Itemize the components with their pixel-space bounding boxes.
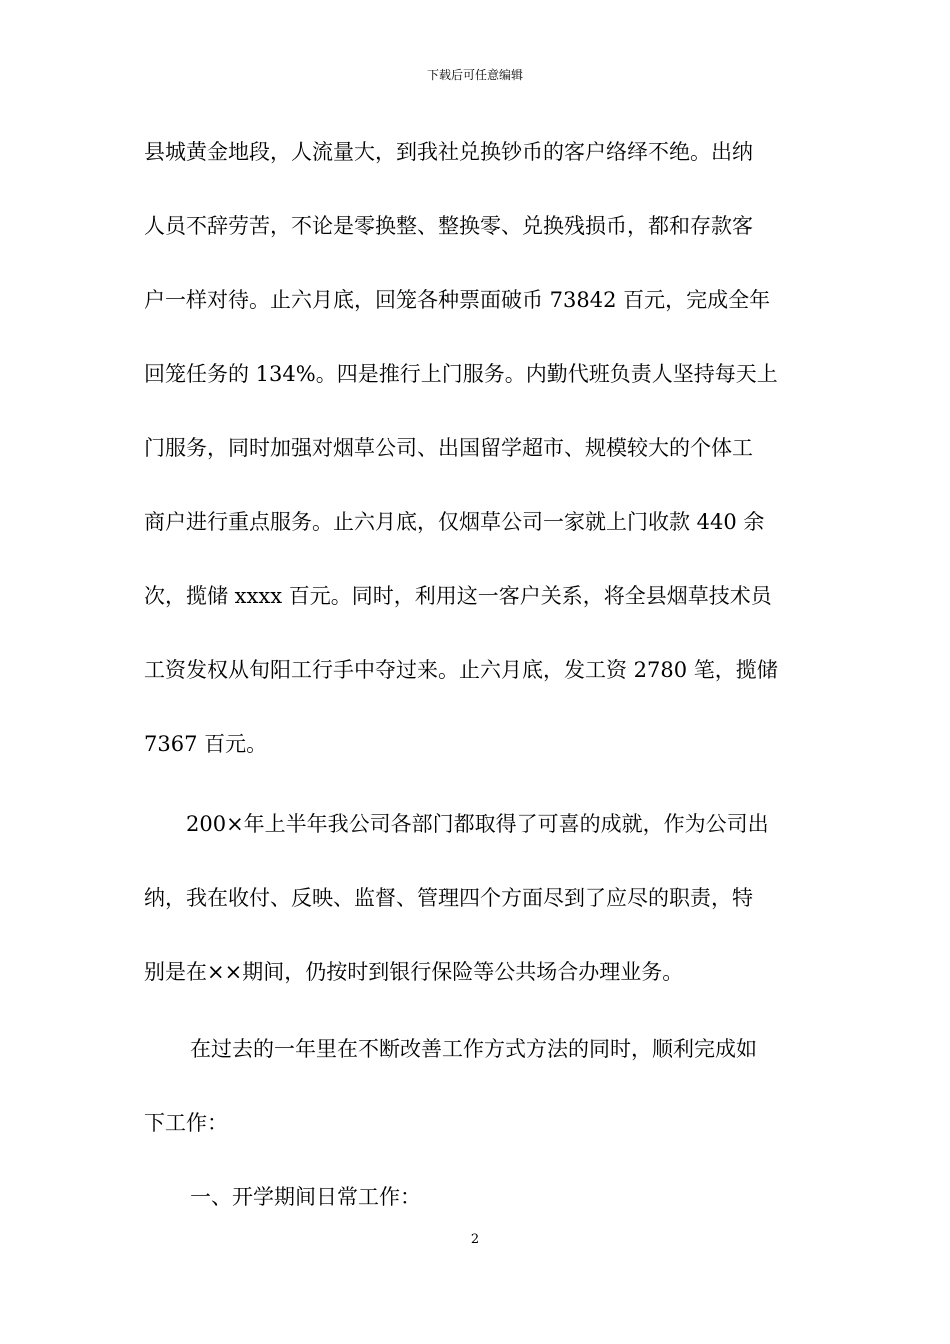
text-line: 纳，我在收付、反映、监督、管理四个方面尽到了应尽的职责，特	[144, 886, 753, 910]
page-header: 下载后可任意编辑	[426, 68, 523, 82]
paragraph-start-line: 在过去的一年里在不断改善工作方式方法的同时，顺利完成如	[190, 1037, 757, 1061]
text-line: 人员不辞劳苦，不论是零换整、整换零、兑换残损币，都和存款客	[144, 214, 753, 238]
text-line: 商户进行重点服务。止六月底，仅烟草公司一家就上门收款 440 余	[144, 510, 765, 534]
text-line: 工资发权从旬阳工行手中夺过来。止六月底，发工资 2780 笔，揽储	[144, 658, 778, 682]
section-heading: 一、开学期间日常工作：	[190, 1185, 421, 1209]
paragraph-start-line: 200×年上半年我公司各部门都取得了可喜的成就，作为公司出	[186, 812, 769, 836]
text-line: 户一样对待。止六月底，回笼各种票面破币 73842 百元，完成全年	[144, 288, 771, 312]
text-line: 次，揽储 xxxx 百元。同时，利用这一客户关系，将全县烟草技术员	[144, 584, 772, 608]
text-line: 7367 百元。	[144, 732, 268, 756]
page-number: 2	[470, 1232, 480, 1247]
text-line: 别是在××期间，仍按时到银行保险等公共场合办理业务。	[144, 960, 684, 984]
text-line: 门服务，同时加强对烟草公司、出国留学超市、规模较大的个体工	[144, 436, 753, 460]
text-line: 下工作：	[144, 1111, 228, 1135]
text-line: 县城黄金地段，人流量大，到我社兑换钞币的客户络绎不绝。出纳	[144, 140, 753, 164]
text-line: 回笼任务的 134%。四是推行上门服务。内勤代班负责人坚持每天上	[144, 362, 778, 386]
